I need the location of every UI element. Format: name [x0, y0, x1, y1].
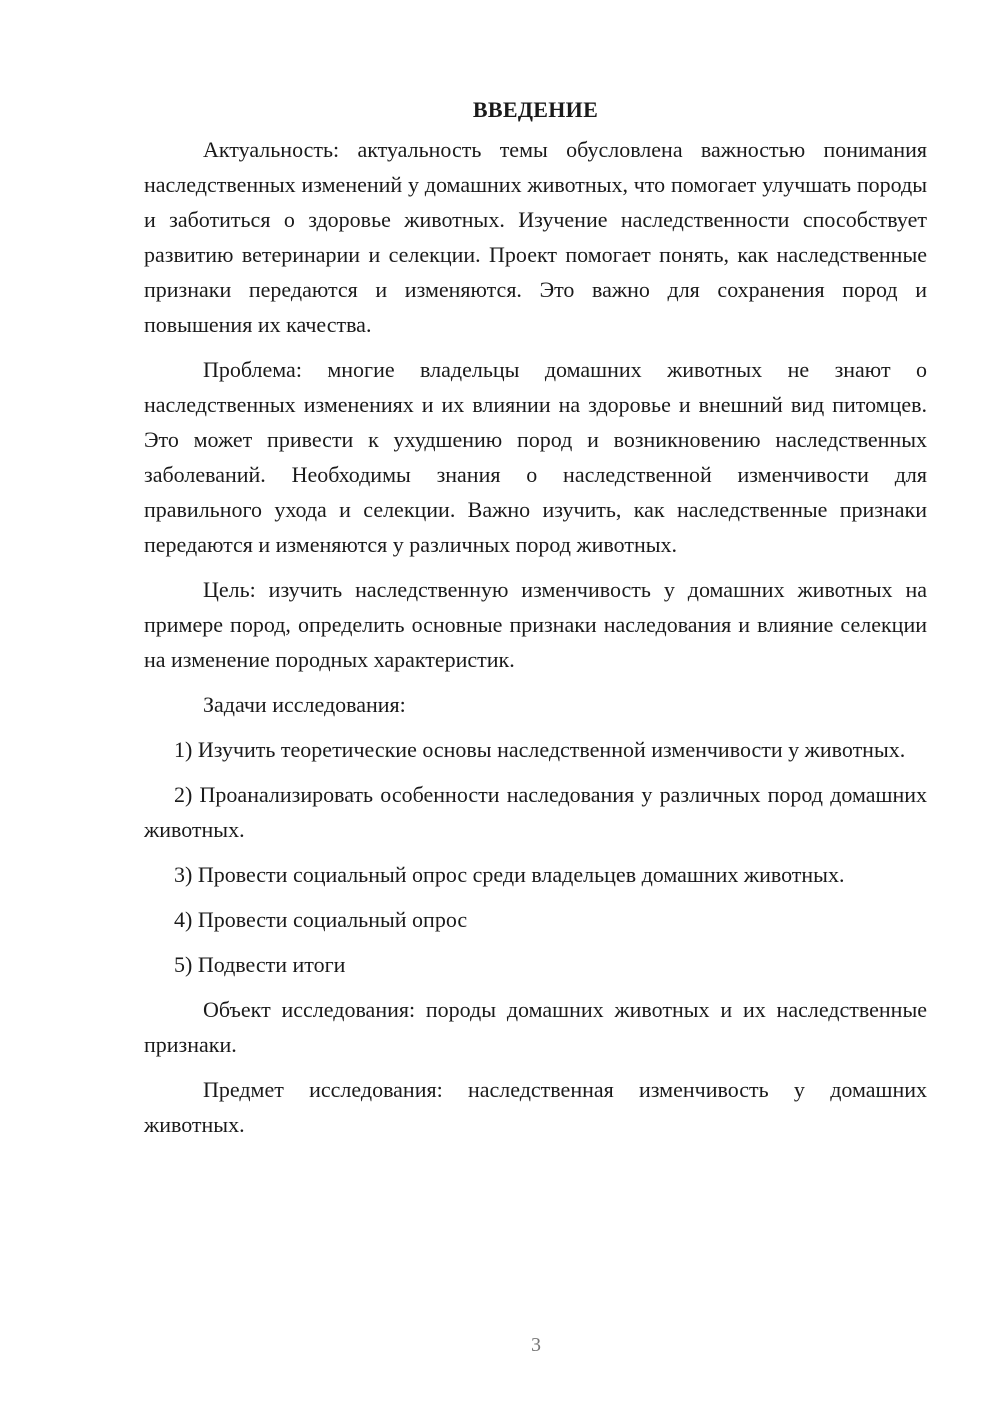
- task-item-4: 4) Провести социальный опрос: [174, 907, 468, 932]
- tasks-heading: Задачи исследования:: [203, 692, 406, 717]
- relevance-paragraph: Актуальность: актуальность темы обусловлена важностью понимания наследственных изменений у домашних животных, что помогает улучшать породы и заботиться о здоровье животных. Изучение наследственности способствует развитию ветеринарии и селекции. Проект помогает понять, как наследственные признаки передаются и изменяются. Это важно для сохранения пород и повышения их качества.: [144, 137, 927, 337]
- task-item-2: 2) Проанализировать особенности наследования у различных пород домашних животных.: [144, 782, 927, 842]
- research-subject-paragraph: Предмет исследования: наследственная изменчивость у домашних животных.: [144, 1077, 927, 1137]
- task-item-5: 5) Подвести итоги: [174, 952, 346, 977]
- section-heading: ВВЕДЕНИЕ: [472, 97, 599, 122]
- research-object-paragraph: Объект исследования: породы домашних животных и их наследственные признаки.: [144, 997, 927, 1057]
- goal-paragraph: Цель: изучить наследственную изменчивость у домашних животных на примере пород, определить основные признаки наследования и влияние селекции на изменение породных характеристик.: [144, 577, 927, 672]
- document-page: [144, 92, 927, 1152]
- page-number: 3: [531, 1334, 541, 1356]
- problem-paragraph: Проблема: многие владельцы домашних животных не знают о наследственных изменениях и их влиянии на здоровье и внешний вид питомцев. Это может привести к ухудшению пород и возникновению наследственных заболеваний. Необходимы знания о наследственной изменчивости для правильного ухода и селекции. Важно изучить, как наследственные признаки передаются и изменяются у различных пород животных.: [144, 357, 927, 557]
- task-item-1: 1) Изучить теоретические основы наследственной изменчивости у животных.: [174, 737, 906, 762]
- task-item-3: 3) Провести социальный опрос среди владельцев домашних животных.: [174, 862, 845, 887]
